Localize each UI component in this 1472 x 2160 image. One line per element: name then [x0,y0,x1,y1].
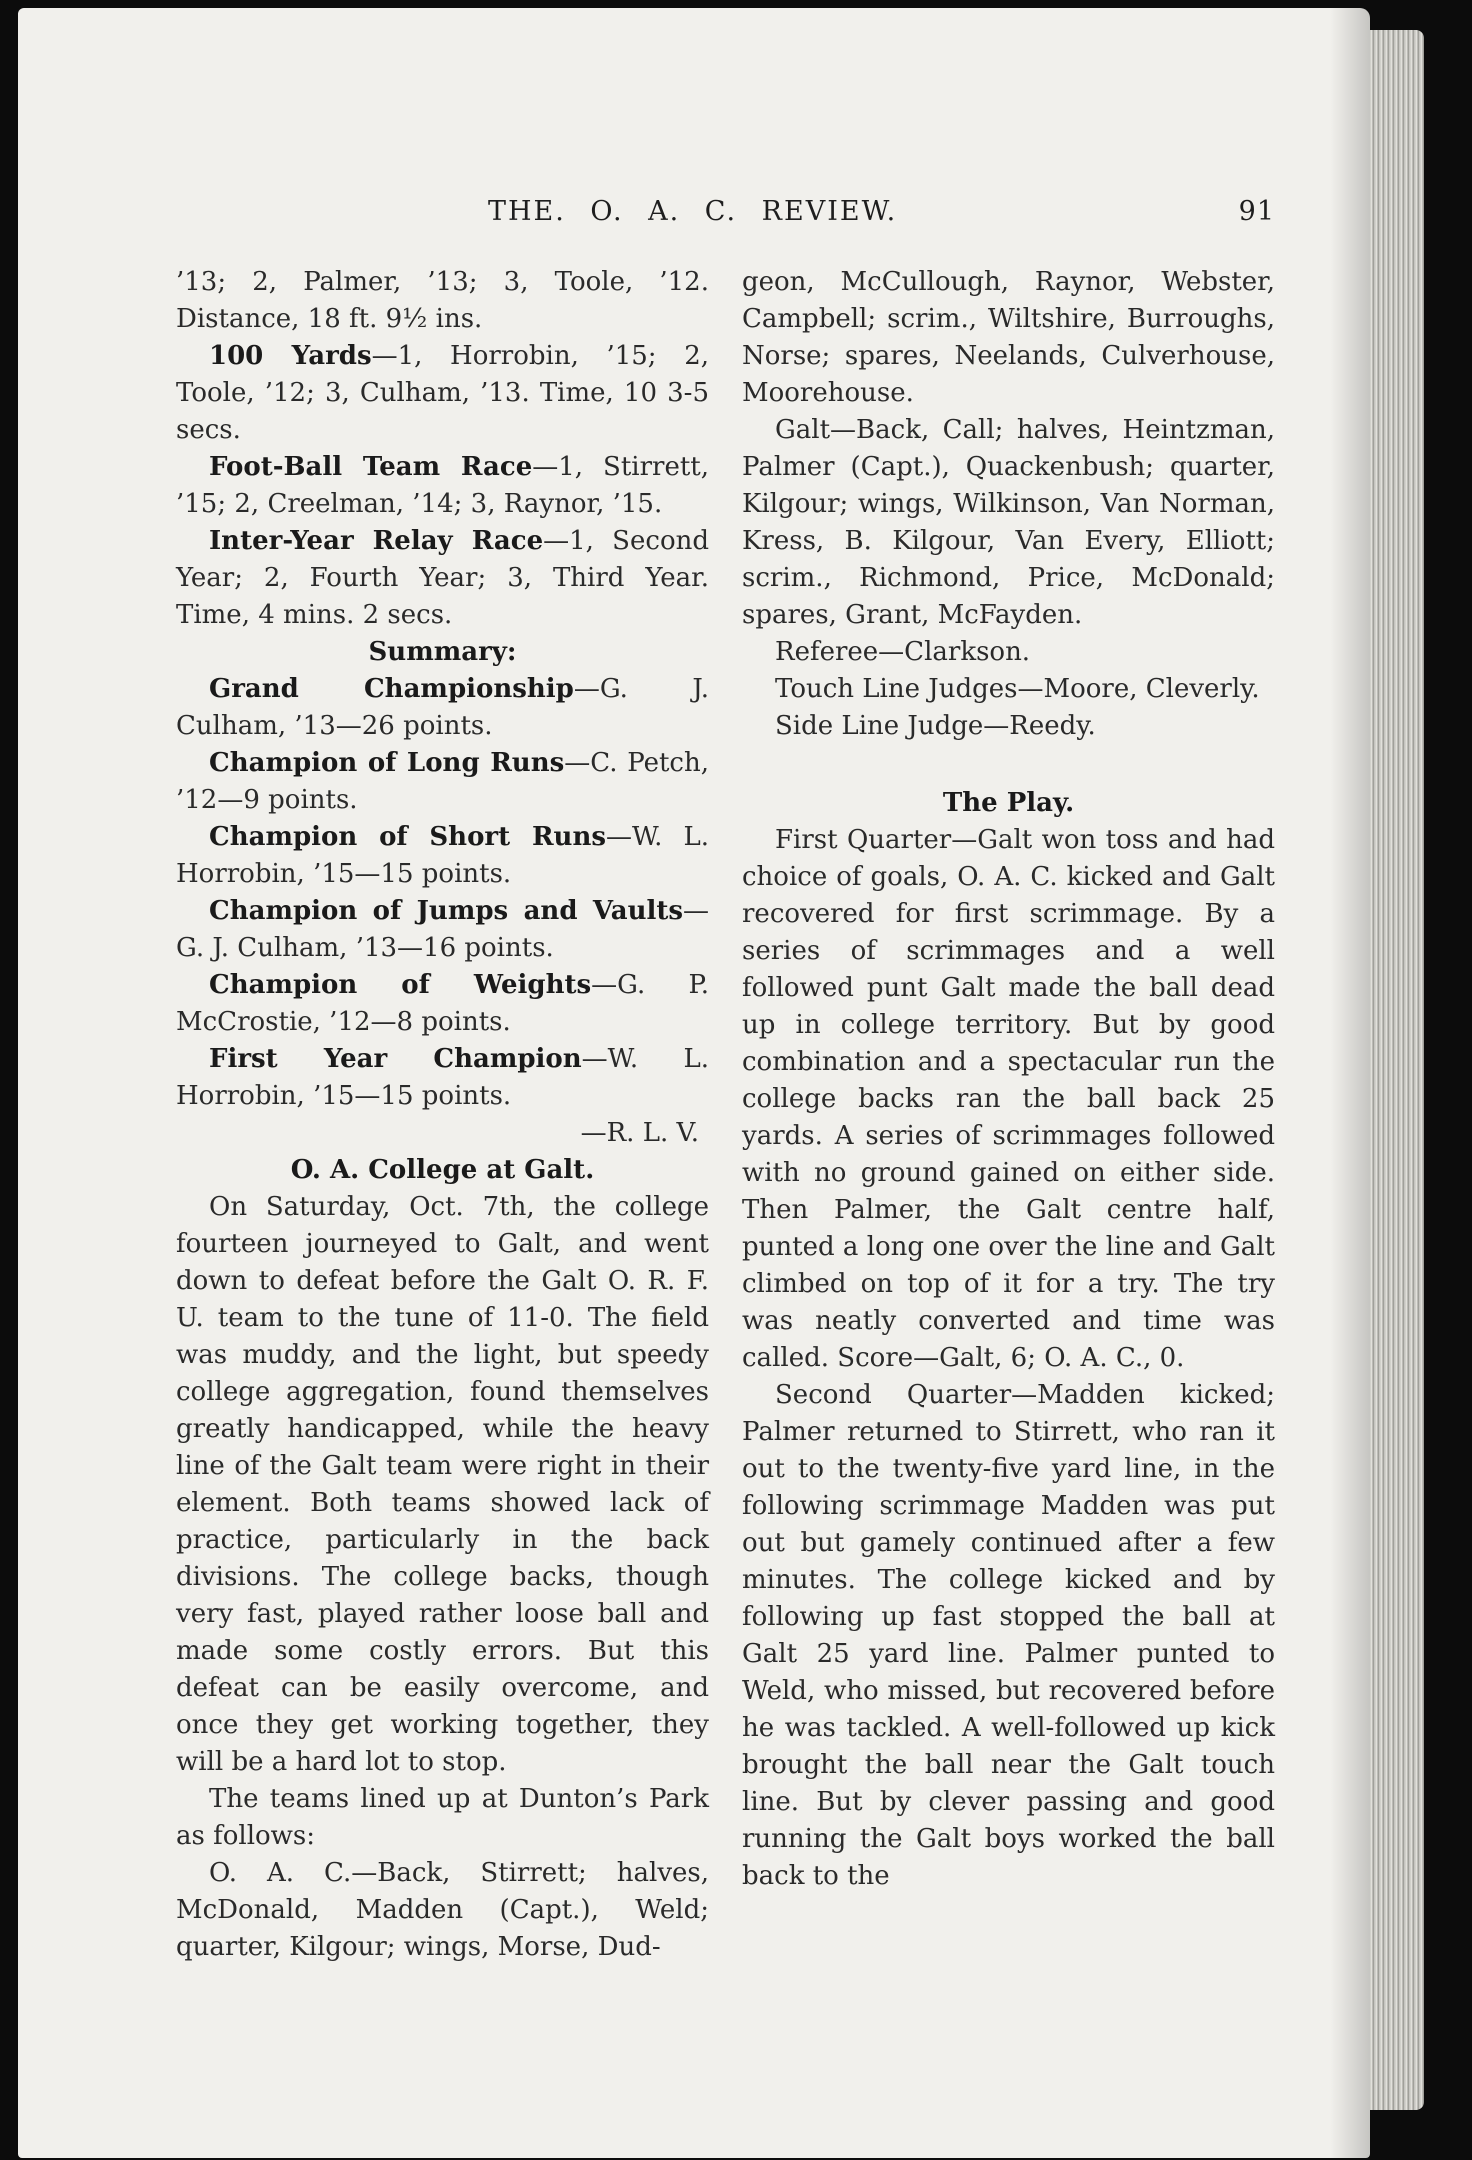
summary-first-year [176,1041,709,1115]
page-edges [1370,30,1424,2110]
summary-short-runs [176,819,709,893]
summary-value: —W. L. Horrobin, ’15—15 points. [176,1044,709,1111]
summary-grand-championship [176,671,709,745]
result-100-yards [176,338,709,449]
section-spacer [742,745,1275,785]
summary-label: Champion of Short Runs [209,822,606,852]
summary-label: Champion of Long Runs [209,748,565,778]
paragraph: Galt—Back, Call; halves, Heintzman, Palmer (Capt.), Quackenbush; quarter, Kilgour; wings, Wilkinson, Van Norman, Kress, B. Kilgour, Van Every, Elliott; scrim., Richmond, Price, McDonald; spares, Grant, McFayden. [742,415,1275,630]
author-signature: —R. L. V. [580,1118,699,1148]
paragraph: Referee—Clarkson. [775,637,1031,667]
page-gutter-shadow [1330,8,1370,2158]
paragraph: O. A. C.—Back, Stirrett; halves, McDonald, Madden (Capt.), Weld; quarter, Kilgour; wings, Morse, Dud- [176,1858,709,1962]
paragraph: On Saturday, Oct. 7th, the college fourteen journeyed to Galt, and went down to defeat before the Galt O. R. F. U. team to the tune of 11-0. The field was muddy, and the light, but speedy college aggregation, found themselves greatly handicapped, while the heavy line of the Galt team were right in their element. Both teams showed lack of practice, particularly in the back divisions. The college backs, though very fast, played rather loose ball and made some costly errors. But this defeat can be easily overcome, and once they get working together, they will be a hard lot to stop. [176,1192,709,1777]
summary-value: —W. L. Horrobin, ’15—15 points. [176,822,709,889]
left-column [176,264,709,1966]
paragraph: The teams lined up at Dunton’s Park as follows: [176,1784,709,1851]
paragraph: Touch Line Judges—Moore, Cleverly. [775,674,1260,704]
summary-long-runs [176,745,709,819]
summary-label: Champion of Weights [209,970,592,1000]
summary-jumps-vaults [176,893,709,967]
article-title: O. A. College at Galt. [290,1155,595,1185]
journal-title: THE. O. A. C. REVIEW. [488,196,898,227]
summary-weights [176,967,709,1041]
result-football-team-race [176,449,709,523]
summary-value: —G. J. Culham, ’13—26 points. [176,674,709,741]
event-heading: 100 Yards [209,341,372,371]
event-result: —1, Second Year; 2, Fourth Year; 3, Third Year. Time, 4 mins. 2 secs. [176,526,709,630]
summary-label: Grand Championship [209,674,574,704]
summary-label: First Year Champion [209,1044,582,1074]
summary-value: —G. J. Culham, ’13—16 points. [176,896,709,963]
paragraph: geon, McCullough, Raynor, Webster, Campbell; scrim., Wiltshire, Burroughs, Norse; spares, Neelands, Culverhouse, Moorehouse. [742,267,1275,408]
paragraph: Side Line Judge—Reedy. [775,711,1096,741]
page-number: 91 [1238,196,1275,227]
summary-value: —G. P. McCrostie, ’12—8 points. [176,970,709,1037]
paragraph: Second Quarter—Madden kicked; Palmer returned to Stirrett, who ran it out to the twenty-five yard line, in the following scrimmage Madden was put out but gamely continued after a few minutes. The college kicked and by following up fast stopped the ball at Galt 25 yard line. Palmer punted to Weld, who missed, but recovered before he was tackled. A well-followed up kick brought the ball near the Galt touch line. But by clever passing and good running the Galt boys worked the ball back to the [742,1380,1275,1891]
result-relay-race [176,523,709,634]
event-heading: Inter-Year Relay Race [209,526,544,556]
summary-label: Champion of Jumps and Vaults [209,896,683,926]
running-header [170,196,1275,240]
summary-heading: Summary: [368,637,517,667]
paragraph: ’13; 2, Palmer, ’13; 3, Toole, ’12. Distance, 18 ft. 9½ ins. [176,267,709,334]
event-result: —1, Horrobin, ’15; 2, Toole, ’12; 3, Culham, ’13. Time, 10 3-5 secs. [176,341,709,445]
summary-value: —C. Petch, ’12—9 points. [176,748,709,815]
event-heading: Foot-Ball Team Race [209,452,533,482]
right-column [742,264,1275,1895]
section-title: The Play. [942,788,1075,818]
event-result: —1, Stirrett, ’15; 2, Creelman, ’14; 3, Raynor, ’15. [176,452,709,519]
paragraph: First Quarter—Galt won toss and had choice of goals, O. A. C. kicked and Galt recovered for first scrimmage. By a series of scrimmages and a well followed punt Galt made the ball dead up in college territory. But by good combination and a spectacular run the college backs ran the ball back 25 yards. A series of scrimmages followed with no ground gained on either side. Then Palmer, the Galt centre half, punted a long one over the line and Galt climbed on top of it for a try. The try was neatly converted and time was called. Score—Galt, 6; O. A. C., 0. [742,825,1275,1373]
